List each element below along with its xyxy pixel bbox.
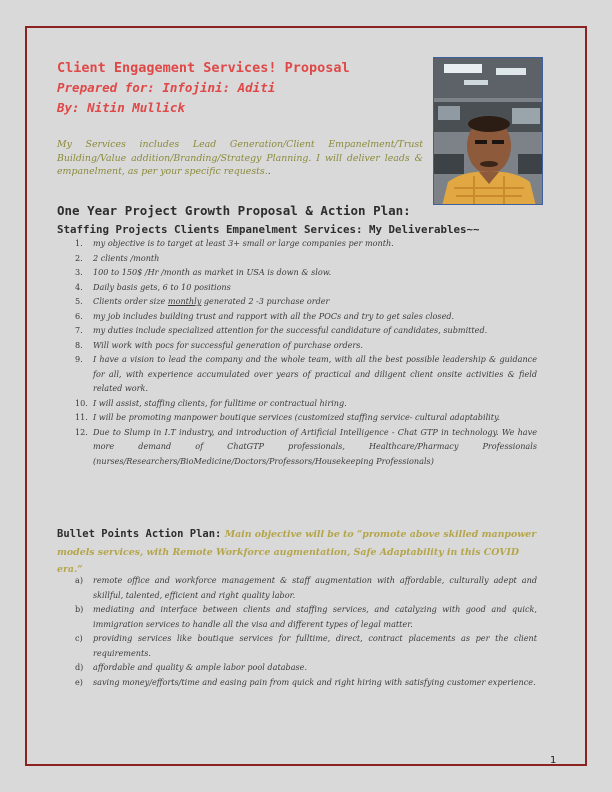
- list-item: d) affordable and quality & ample labor pool database.: [75, 662, 308, 672]
- list-item: 10. I will assist, staffing clients, for fulltime or contractual hiring.: [75, 397, 347, 408]
- action-plan-list: [75, 573, 537, 689]
- portrait-photo: [433, 57, 543, 205]
- list-item: b) mediating and interface between clients and staffing services, and catalyzing with good and quick, immigration services to handle all the visa and different types of legal matter.: [75, 604, 537, 629]
- list-item: 2. 2 clients /month: [75, 252, 160, 263]
- list-item: 12. Due to Slump in I.T industry, and introduction of Artificial Intelligence - Chat GTP in technology. We have more demand of ChatGTP professionals, Healthcare/Pharmacy Professionals (nurses/Researchers/BioMedicine/Doctors/Professors/Housekeeping Professionals): [75, 426, 537, 466]
- section-title: One Year Project Growth Proposal & Action Plan:: [57, 203, 411, 218]
- list-item: 8. Will work with pocs for successful generation of purchase orders.: [75, 339, 364, 350]
- main-objective: Main objective will be to “promote above skilled manpower models services, with Remote Workforce augmentation, Safe Adaptability in this COVID era.”: [57, 529, 537, 575]
- list-item: 1. my objective is to target at least 3+ small or large companies per month.: [75, 238, 394, 248]
- intro-paragraph: [57, 138, 423, 179]
- intro-text: My Services includes Lead Generation/Client Empanelment/Trust Building/Value addition/Branding/Strategy Planning. I will deliver leads & empanelment, as per your specific requests.: [57, 139, 423, 178]
- list-item: 6. my job includes building trust and rapport with all the POCs and try to get sales closed.: [75, 310, 455, 321]
- list-item: 4. Daily basis gets, 6 to 10 positions: [75, 281, 231, 292]
- list-item: 9. I have a vision to lead the company and the whole team, with all the best possible leadership & guidance for all, with experience accumulated over years of practical and diligent client onsite activities & field related work.: [75, 354, 537, 393]
- title-block: [57, 58, 417, 118]
- author-line: By: Nitin Mullick: [57, 100, 185, 115]
- prepared-for: Prepared for: Infojini: Aditi: [57, 80, 276, 95]
- intro-end-mark: .: [267, 166, 271, 178]
- bullet-plan-lead: Bullet Points Action Plan:: [57, 528, 222, 540]
- page-number: 1: [550, 755, 557, 766]
- deliverables-list: [75, 236, 537, 468]
- bullet-plan-heading: [57, 526, 537, 579]
- list-item: e) saving money/efforts/time and easing pain from quick and right hiring with satisfying customer experience.: [75, 676, 536, 687]
- list-item: 7. my duties include specialized attention for the successful candidature of candidates, submitted.: [75, 325, 488, 335]
- section-subtitle: Staffing Projects Clients Empanelment Services: My Deliverables~~: [57, 223, 480, 236]
- portrait-photo-icon: [434, 58, 543, 205]
- list-item: c) providing services like boutique services for fulltime, direct, contract placements as per the client requirements.: [75, 633, 537, 658]
- document-title: Client Engagement Services! Proposal: [57, 60, 350, 76]
- list-item: 3. 100 to 150$ /Hr /month as market in USA is down & slow.: [75, 267, 332, 277]
- list-item: 5. Clients order size monthly generated 2 -3 purchase order: [75, 296, 330, 306]
- list-item: a) remote office and workforce management & staff augmentation with affordable, culturally adept and skillful, talented, efficient and right quality labor.: [75, 575, 537, 600]
- list-item: 11. I will be promoting manpower boutique services (customized staffing service- cultural adaptability.: [75, 412, 501, 422]
